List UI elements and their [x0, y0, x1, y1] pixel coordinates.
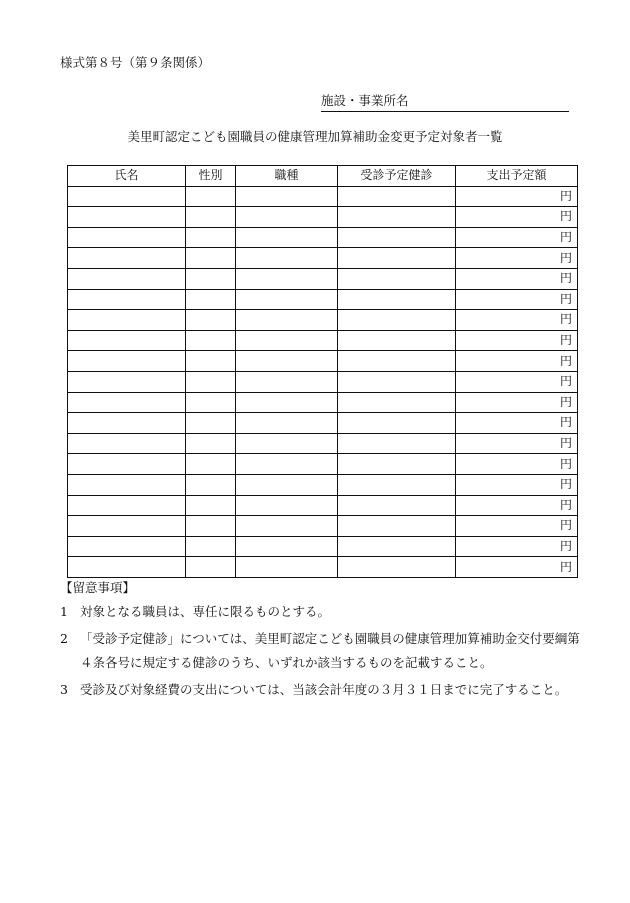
- planned-checkup-cell[interactable]: [338, 351, 456, 372]
- planned-checkup-cell[interactable]: [338, 433, 456, 454]
- planned-expense-cell[interactable]: 円: [456, 289, 578, 310]
- table-row: [68, 310, 578, 331]
- header-gender: 性別: [186, 166, 236, 187]
- planned-expense-cell[interactable]: 円: [456, 371, 578, 392]
- note-number: 3: [60, 682, 68, 697]
- planned-expense-cell[interactable]: 円: [456, 227, 578, 248]
- job-type-cell[interactable]: [236, 433, 338, 454]
- table-body: [68, 186, 578, 577]
- gender-cell[interactable]: [186, 207, 236, 228]
- name-cell[interactable]: [68, 248, 186, 269]
- job-type-cell[interactable]: [236, 207, 338, 228]
- gender-cell[interactable]: [186, 536, 236, 557]
- gender-cell[interactable]: [186, 413, 236, 434]
- name-cell[interactable]: [68, 536, 186, 557]
- name-cell[interactable]: [68, 392, 186, 413]
- gender-cell[interactable]: [186, 474, 236, 495]
- header-planned-expense: 支出予定額: [456, 166, 578, 187]
- table-row: [68, 495, 578, 516]
- table-row: [68, 392, 578, 413]
- table-row: [68, 289, 578, 310]
- planned-checkup-cell[interactable]: [338, 495, 456, 516]
- table-row: [68, 268, 578, 289]
- form-number: 様式第８号（第９条関係）: [60, 55, 211, 70]
- job-type-cell[interactable]: [236, 310, 338, 331]
- document-title: 美里町認定こども園職員の健康管理加算補助金変更予定対象者一覧: [127, 129, 503, 144]
- gender-cell[interactable]: [186, 186, 236, 207]
- planned-checkup-cell[interactable]: [338, 516, 456, 537]
- gender-cell[interactable]: [186, 495, 236, 516]
- name-cell[interactable]: [68, 330, 186, 351]
- job-type-cell[interactable]: [236, 392, 338, 413]
- name-cell[interactable]: [68, 351, 186, 372]
- planned-expense-cell[interactable]: 円: [456, 474, 578, 495]
- planned-expense-cell[interactable]: 円: [456, 516, 578, 537]
- name-cell[interactable]: [68, 310, 186, 331]
- planned-checkup-cell[interactable]: [338, 268, 456, 289]
- note-number: 1: [60, 604, 68, 619]
- name-cell[interactable]: [68, 227, 186, 248]
- job-type-cell[interactable]: [236, 351, 338, 372]
- planned-checkup-cell[interactable]: [338, 289, 456, 310]
- planned-expense-cell[interactable]: 円: [456, 268, 578, 289]
- gender-cell[interactable]: [186, 433, 236, 454]
- note-item: [60, 600, 580, 624]
- gender-cell[interactable]: [186, 454, 236, 475]
- job-type-cell[interactable]: [236, 227, 338, 248]
- gender-cell[interactable]: [186, 516, 236, 537]
- note-item: [60, 627, 580, 675]
- job-type-cell[interactable]: [236, 413, 338, 434]
- notes-section: [60, 578, 580, 705]
- gender-cell[interactable]: [186, 371, 236, 392]
- planned-expense-cell[interactable]: 円: [456, 310, 578, 331]
- planned-expense-cell[interactable]: 円: [456, 248, 578, 269]
- table-row: [68, 516, 578, 537]
- facility-name-label: 施設・事業所名: [321, 93, 409, 108]
- job-type-cell[interactable]: [236, 248, 338, 269]
- planned-checkup-cell[interactable]: [338, 207, 456, 228]
- table-row: [68, 330, 578, 351]
- gender-cell[interactable]: [186, 268, 236, 289]
- table-row: [68, 351, 578, 372]
- planned-checkup-cell[interactable]: [338, 330, 456, 351]
- planned-expense-cell[interactable]: 円: [456, 392, 578, 413]
- job-type-cell[interactable]: [236, 536, 338, 557]
- name-cell[interactable]: [68, 495, 186, 516]
- name-cell[interactable]: [68, 557, 186, 578]
- table-row: [68, 227, 578, 248]
- gender-cell[interactable]: [186, 310, 236, 331]
- job-type-cell[interactable]: [236, 289, 338, 310]
- header-name: 氏名: [68, 166, 186, 187]
- name-cell[interactable]: [68, 186, 186, 207]
- note-number: 2: [60, 631, 68, 646]
- planned-expense-cell[interactable]: 円: [456, 413, 578, 434]
- name-cell[interactable]: [68, 289, 186, 310]
- table-row: [68, 536, 578, 557]
- notes-heading: 【留意事項】: [60, 580, 136, 595]
- name-cell[interactable]: [68, 413, 186, 434]
- planned-expense-cell[interactable]: 円: [456, 351, 578, 372]
- header-planned-checkup: 受診予定健診: [338, 166, 456, 187]
- note-text: 対象となる職員は、専任に限るものとする。: [80, 604, 331, 619]
- job-type-cell[interactable]: [236, 516, 338, 537]
- table-row: [68, 371, 578, 392]
- note-text: 「受診予定健診」については、美里町認定こども園職員の健康管理加算補助金交付要綱第４条各号に規定する健診のうち、いずれか該当するものを記載すること。: [80, 631, 580, 670]
- name-cell[interactable]: [68, 268, 186, 289]
- name-cell[interactable]: [68, 516, 186, 537]
- planned-expense-cell[interactable]: 円: [456, 536, 578, 557]
- gender-cell[interactable]: [186, 351, 236, 372]
- gender-cell[interactable]: [186, 289, 236, 310]
- name-cell[interactable]: [68, 371, 186, 392]
- note-item: [60, 678, 580, 702]
- name-cell[interactable]: [68, 454, 186, 475]
- job-type-cell[interactable]: [236, 557, 338, 578]
- planned-checkup-cell[interactable]: [338, 454, 456, 475]
- planned-expense-cell[interactable]: 円: [456, 495, 578, 516]
- job-type-cell[interactable]: [236, 371, 338, 392]
- gender-cell[interactable]: [186, 557, 236, 578]
- planned-checkup-cell[interactable]: [338, 186, 456, 207]
- planned-checkup-cell[interactable]: [338, 474, 456, 495]
- table-row: [68, 557, 578, 578]
- note-text: 受診及び対象経費の支出については、当該会計年度の３月３１日までに完了すること。: [80, 682, 568, 697]
- planned-expense-cell[interactable]: 円: [456, 433, 578, 454]
- header-job-type: 職種: [236, 166, 338, 187]
- planned-checkup-cell[interactable]: [338, 248, 456, 269]
- gender-cell[interactable]: [186, 248, 236, 269]
- name-cell[interactable]: [68, 207, 186, 228]
- table-row: [68, 454, 578, 475]
- planned-expense-cell[interactable]: 円: [456, 186, 578, 207]
- name-cell[interactable]: [68, 433, 186, 454]
- table-row: [68, 186, 578, 207]
- planned-checkup-cell[interactable]: [338, 392, 456, 413]
- planned-checkup-cell[interactable]: [338, 557, 456, 578]
- employee-list-table: [67, 165, 578, 578]
- planned-expense-cell[interactable]: 円: [456, 330, 578, 351]
- planned-checkup-cell[interactable]: [338, 227, 456, 248]
- job-type-cell[interactable]: [236, 268, 338, 289]
- table-header-row: [68, 166, 578, 187]
- job-type-cell[interactable]: [236, 495, 338, 516]
- table-row: [68, 248, 578, 269]
- job-type-cell[interactable]: [236, 454, 338, 475]
- job-type-cell[interactable]: [236, 186, 338, 207]
- table-row: [68, 433, 578, 454]
- planned-checkup-cell[interactable]: [338, 310, 456, 331]
- table-row: [68, 413, 578, 434]
- planned-expense-cell[interactable]: 円: [456, 207, 578, 228]
- planned-checkup-cell[interactable]: [338, 371, 456, 392]
- job-type-cell[interactable]: [236, 330, 338, 351]
- facility-name-field[interactable]: [321, 91, 569, 112]
- gender-cell[interactable]: [186, 227, 236, 248]
- gender-cell[interactable]: [186, 392, 236, 413]
- planned-checkup-cell[interactable]: [338, 536, 456, 557]
- gender-cell[interactable]: [186, 330, 236, 351]
- planned-expense-cell[interactable]: 円: [456, 557, 578, 578]
- name-cell[interactable]: [68, 474, 186, 495]
- job-type-cell[interactable]: [236, 474, 338, 495]
- table-row: [68, 474, 578, 495]
- planned-checkup-cell[interactable]: [338, 413, 456, 434]
- planned-expense-cell[interactable]: 円: [456, 454, 578, 475]
- table-row: [68, 207, 578, 228]
